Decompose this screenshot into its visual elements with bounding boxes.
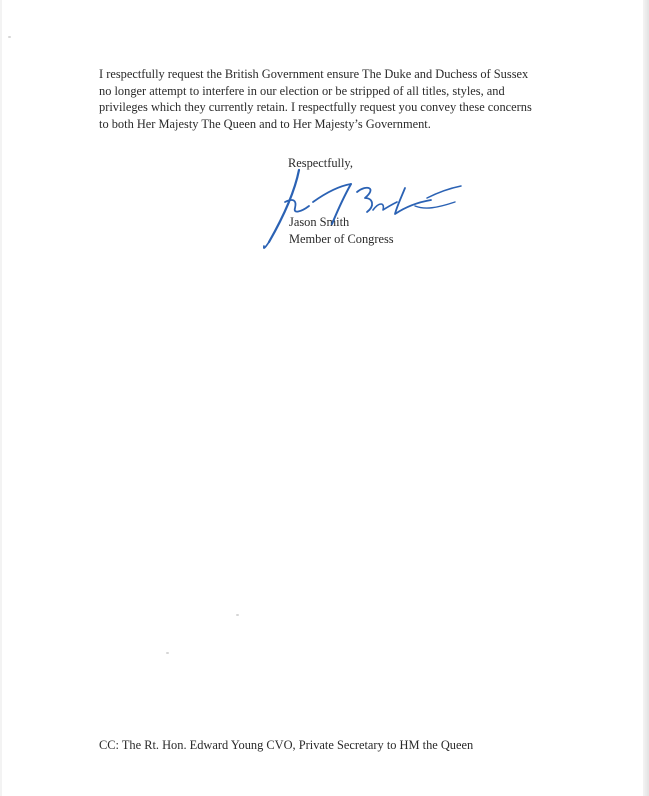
signature-stroke [264,242,269,248]
scan-speck [166,652,169,654]
signer-name: Jason Smith [289,215,350,229]
paragraph-line: privileges which they currently retain. I respectfully request you convey these concerns [99,100,532,115]
handwritten-signature [255,162,470,254]
scan-speck [8,36,11,38]
signature-stroke [395,188,431,214]
closing-salutation: Respectfully, [288,156,353,170]
cc-line: CC: The Rt. Hon. Edward Young CVO, Private Secretary to HM the Queen [99,738,474,752]
request-paragraph [99,66,559,132]
signature-stroke [357,188,372,212]
page-right-edge-shadow [643,0,649,796]
signature-stroke [427,186,461,198]
signature-stroke [373,202,397,210]
paragraph-line: I respectfully request the British Government ensure The Duke and Duchess of Sussex [99,67,529,81]
signer-title: Member of Congress [289,232,394,246]
page-left-edge [0,0,2,796]
scan-speck [236,614,239,616]
paragraph-line: no longer attempt to interfere in our election or be stripped of all titles, styles, and [99,83,505,98]
paragraph-line: to both Her Majesty The Queen and to Her Majesty’s Government. [99,116,431,131]
